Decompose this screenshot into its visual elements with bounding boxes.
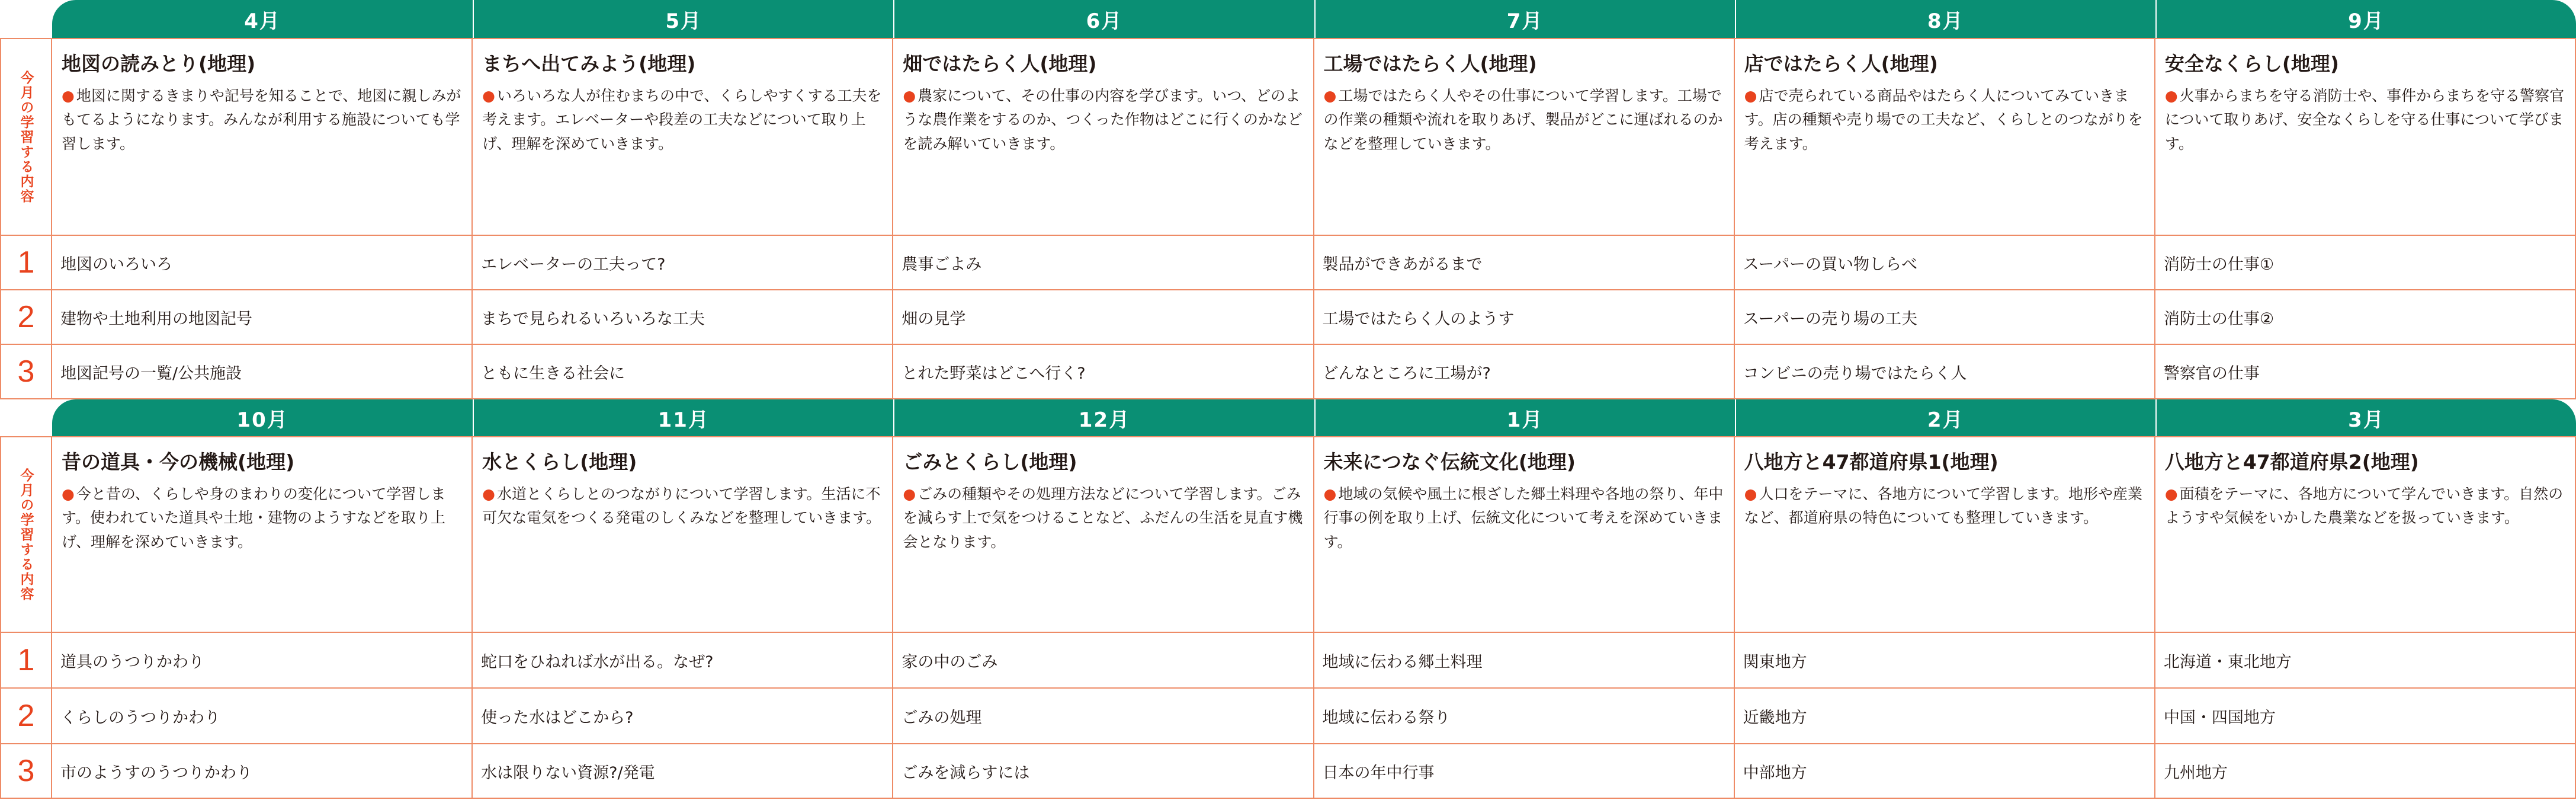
month-header: 10月 xyxy=(52,399,473,436)
unit-content xyxy=(1314,38,1735,235)
side-label: 今月の学習する内容 xyxy=(18,70,34,204)
lesson-cell: エレベーターの工夫って? xyxy=(473,235,893,289)
lesson-cell: 蛇口をひねれば水が出る。なぜ? xyxy=(473,632,893,687)
unit-description-text: 工場ではたらく人やその仕事について学習します。工場での作業の種類や流れを取りあげ、製品がどこに運ばれるのかなどを整理していきます。 xyxy=(1323,87,1723,152)
row-number: 3 xyxy=(0,743,52,799)
unit-description xyxy=(482,84,883,156)
bullet-icon: ● xyxy=(903,87,916,104)
month-header: 12月 xyxy=(893,399,1314,436)
lesson-cell: 地図記号の一覧/公共施設 xyxy=(52,344,473,399)
corner-cell xyxy=(0,399,52,436)
top-schedule-block xyxy=(0,0,2576,399)
lesson-cell: 建物や土地利用の地図記号 xyxy=(52,289,473,344)
unit-description-text: 農家について、その仕事の内容を学びます。いつ、どのような農作業をするのか、つくった作物はどこに行くのかなどを読み解いていきます。 xyxy=(903,87,1303,152)
row-number: 2 xyxy=(0,687,52,743)
unit-content xyxy=(473,436,893,632)
unit-title: 未来につなぐ伝統文化(地理) xyxy=(1323,450,1576,473)
lesson-cell: どんなところに工場が? xyxy=(1314,344,1735,399)
bullet-icon: ● xyxy=(1744,485,1757,503)
lesson-cell: 道具のうつりかわり xyxy=(52,632,473,687)
row-number: 3 xyxy=(0,344,52,399)
month-header: 6月 xyxy=(893,0,1314,38)
lesson-cell: 畑の見学 xyxy=(893,289,1314,344)
unit-content xyxy=(1314,436,1735,632)
unit-description-text: 人口をテーマに、各地方について学習します。地形や産業など、都道府県の特色についても整理していきます。 xyxy=(1744,485,2142,527)
month-header: 11月 xyxy=(473,399,893,436)
unit-description xyxy=(62,84,462,156)
bullet-icon: ● xyxy=(903,485,916,503)
lesson-cell: とれた野菜はどこへ行く? xyxy=(893,344,1314,399)
unit-description-text: 火事からまちを守る消防士や、事件からまちを守る警察官について取りあげ、安全なくらしを守る仕事について学びます。 xyxy=(2164,87,2565,152)
lesson-cell: まちで見られるいろいろな工夫 xyxy=(473,289,893,344)
bullet-icon: ● xyxy=(482,485,495,503)
lesson-cell: スーパーの買い物しらべ xyxy=(1735,235,2155,289)
unit-description-text: いろいろな人が住むまちの中で、くらしやすくする工夫を考えます。エレベーターや段差の工夫などについて取り上げ、理解を深めていきます。 xyxy=(482,87,882,152)
lesson-cell: 警察官の仕事 xyxy=(2155,344,2576,399)
row-number: 1 xyxy=(0,235,52,289)
month-header: 5月 xyxy=(473,0,893,38)
unit-title: 工場ではたらく人(地理) xyxy=(1323,52,1537,75)
lesson-cell: 日本の年中行事 xyxy=(1314,743,1735,799)
lesson-cell: 工場ではたらく人のようす xyxy=(1314,289,1735,344)
unit-description-text: 地域の気候や風土に根ざした郷土料理や各地の祭り、年中行事の例を取り上げ、伝統文化について考えを深めていきます。 xyxy=(1323,485,1724,551)
lesson-cell: 関東地方 xyxy=(1735,632,2155,687)
lesson-cell: 使った水はどこから? xyxy=(473,687,893,743)
lesson-cell: 地図のいろいろ xyxy=(52,235,473,289)
unit-description-text: 水道とくらしとのつながりについて学習します。生活に不可欠な電気をつくる発電のしくみなどを整理していきます。 xyxy=(482,485,881,527)
side-label-cell xyxy=(0,38,52,235)
month-header: 8月 xyxy=(1735,0,2155,38)
lesson-cell: 中部地方 xyxy=(1735,743,2155,799)
unit-title: まちへ出てみよう(地理) xyxy=(482,52,696,75)
month-header: 1月 xyxy=(1314,399,1735,436)
bullet-icon: ● xyxy=(1323,87,1337,104)
unit-content xyxy=(1735,436,2155,632)
lesson-cell: 近畿地方 xyxy=(1735,687,2155,743)
lesson-cell: ごみを減らすには xyxy=(893,743,1314,799)
unit-description xyxy=(1324,482,1724,555)
unit-title: 畑ではたらく人(地理) xyxy=(903,52,1097,75)
lesson-cell: 家の中のごみ xyxy=(893,632,1314,687)
unit-title: 店ではたらく人(地理) xyxy=(1744,52,1938,75)
month-header: 4月 xyxy=(52,0,473,38)
unit-description xyxy=(62,482,462,555)
unit-content xyxy=(893,436,1314,632)
unit-description xyxy=(2165,482,2565,530)
lesson-cell: 消防士の仕事② xyxy=(2155,289,2576,344)
unit-description xyxy=(482,482,883,530)
unit-description-text: 面積をテーマに、各地方について学んでいきます。自然のようすや気候をいかした農業などを扱っていきます。 xyxy=(2164,485,2564,527)
bullet-icon: ● xyxy=(2164,485,2178,503)
lesson-cell: 農事ごよみ xyxy=(893,235,1314,289)
unit-content xyxy=(1735,38,2155,235)
lesson-cell: 消防士の仕事① xyxy=(2155,235,2576,289)
unit-title: 昔の道具・今の機械(地理) xyxy=(62,450,295,473)
bullet-icon: ● xyxy=(482,87,495,104)
bullet-icon: ● xyxy=(62,485,75,503)
bullet-icon: ● xyxy=(1323,485,1337,503)
month-header: 2月 xyxy=(1735,399,2155,436)
month-header: 9月 xyxy=(2155,0,2576,38)
lesson-cell: 中国・四国地方 xyxy=(2155,687,2576,743)
unit-description-text: 店で売られている商品やはたらく人についてみていきます。店の種類や売り場での工夫など、くらしとのつながりを考えます。 xyxy=(1744,87,2143,152)
unit-description-text: ごみの種類やその処理方法などについて学習します。ごみを減らす上で気をつけることなど、ふだんの生活を見直す機会となります。 xyxy=(903,485,1303,551)
bullet-icon: ● xyxy=(1744,87,1757,104)
lesson-cell: くらしのうつりかわり xyxy=(52,687,473,743)
unit-description xyxy=(903,482,1303,555)
unit-title: 水とくらし(地理) xyxy=(482,450,637,473)
unit-description xyxy=(1744,482,2145,530)
lesson-cell: スーパーの売り場の工夫 xyxy=(1735,289,2155,344)
lesson-cell: 地域に伝わる郷土料理 xyxy=(1314,632,1735,687)
lesson-cell: 九州地方 xyxy=(2155,743,2576,799)
row-number: 1 xyxy=(0,632,52,687)
lesson-cell: 水は限りない資源?/発電 xyxy=(473,743,893,799)
unit-content xyxy=(2155,436,2576,632)
unit-description xyxy=(1324,84,1724,156)
unit-content xyxy=(52,436,473,632)
unit-content xyxy=(473,38,893,235)
corner-cell xyxy=(0,0,52,38)
lesson-cell: コンビニの売り場ではたらく人 xyxy=(1735,344,2155,399)
unit-description xyxy=(2165,84,2565,156)
bottom-schedule-block xyxy=(0,399,2576,800)
unit-content xyxy=(2155,38,2576,235)
unit-title: ごみとくらし(地理) xyxy=(903,450,1077,473)
unit-description-text: 今と昔の、くらしや身のまわりの変化について学習します。使われていた道具や土地・建物のようすなどを取り上げ、理解を深めていきます。 xyxy=(62,485,446,551)
row-number: 2 xyxy=(0,289,52,344)
unit-content xyxy=(52,38,473,235)
unit-content xyxy=(893,38,1314,235)
bullet-icon: ● xyxy=(2164,87,2178,104)
unit-title: 安全なくらし(地理) xyxy=(2164,52,2339,75)
lesson-cell: 北海道・東北地方 xyxy=(2155,632,2576,687)
unit-description-text: 地図に関するきまりや記号を知ることで、地図に親しみがもてるようになります。みんなが利用する施設についても学習します。 xyxy=(62,87,461,152)
lesson-cell: 製品ができあがるまで xyxy=(1314,235,1735,289)
unit-title: 八地方と47都道府県2(地理) xyxy=(2164,450,2419,473)
lesson-cell: 市のようすのうつりかわり xyxy=(52,743,473,799)
lesson-cell: 地域に伝わる祭り xyxy=(1314,687,1735,743)
unit-title: 八地方と47都道府県1(地理) xyxy=(1744,450,1998,473)
side-label-cell xyxy=(0,436,52,632)
unit-title: 地図の読みとり(地理) xyxy=(62,52,256,75)
bullet-icon: ● xyxy=(62,87,75,104)
lesson-cell: ごみの処理 xyxy=(893,687,1314,743)
side-label: 今月の学習する内容 xyxy=(18,468,34,601)
unit-description xyxy=(1744,84,2145,156)
unit-description xyxy=(903,84,1303,156)
month-header: 3月 xyxy=(2155,399,2576,436)
lesson-cell: ともに生きる社会に xyxy=(473,344,893,399)
month-header: 7月 xyxy=(1314,0,1735,38)
